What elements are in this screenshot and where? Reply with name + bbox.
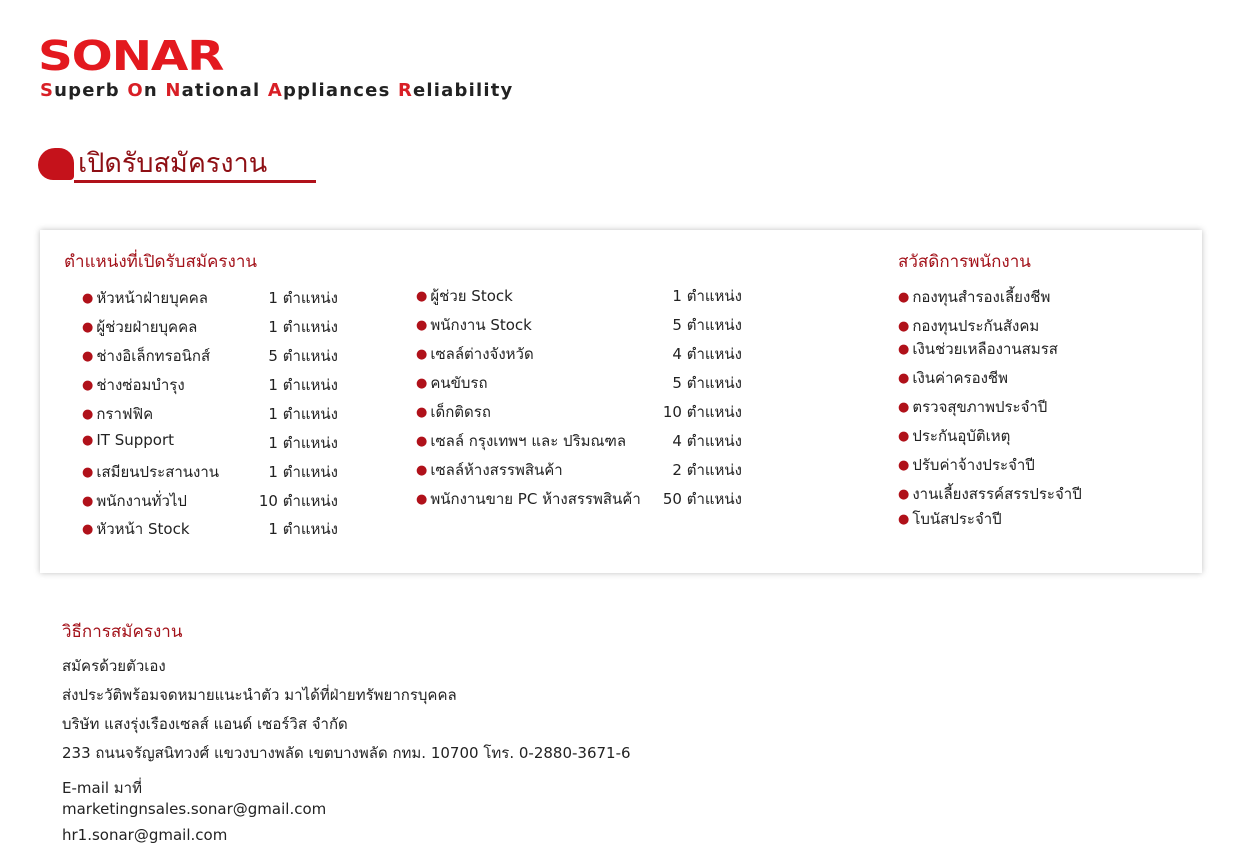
email-link-hr[interactable]: hr1.sonar@gmail.com (62, 826, 228, 844)
apply-line: สมัครด้วยตัวเอง (62, 657, 166, 675)
bullet-icon: ● (82, 349, 94, 364)
bullet-icon: ● (416, 492, 428, 507)
bullet-icon: ● (898, 290, 910, 305)
bullet-icon: ● (416, 318, 428, 333)
tagline-word: Superb (40, 80, 120, 101)
bullet-icon: ● (898, 342, 910, 357)
tagline-word: Reliability (397, 80, 514, 101)
list-item: ● โบนัสประจำปี (898, 510, 1002, 528)
tagline-word: Appliances (267, 80, 391, 101)
sonar-logo[interactable] (38, 32, 224, 80)
bullet-icon: ● (898, 512, 910, 527)
how-to-apply-title: วิธีการสมัครงาน (62, 622, 183, 642)
page-heading (38, 146, 316, 184)
bullet-icon: ● (416, 405, 428, 420)
brand-tagline (40, 80, 513, 101)
bullet-icon: ● (82, 320, 94, 335)
bullet-icon: ● (82, 522, 94, 537)
bullet-icon: ● (416, 463, 428, 478)
tagline-word: On (127, 80, 158, 101)
list-item: ● ประกันอุบัติเหตุ (898, 427, 1011, 445)
list-item: ● กองทุนสำรองเลี้ยงชีพ (898, 288, 1051, 306)
heading-underline (74, 180, 316, 183)
heading-blob-icon (38, 148, 74, 180)
list-item: ● งานเลี้ยงสรรค์สรรประจำปี (898, 485, 1082, 503)
jobs-panel: ตำแหน่งที่เปิดรับสมัครงาน ● หัวหน้าฝ่ายบุคคล 1 ตำแหน่ง ● ผู้ช่วยฝ่ายบุคคล 1 ตำแหน่ง ● ช่างอิเล็กทรอนิกส์ 5 ตำแหน่ง ● ช่างซ่อมบำรุง 1 ตำแหน่ง ● กราฟฟิค 1 ตำแหน่ง ● IT Support 1 ตำแหน่ง ● เสมียนประสานงาน 1 ตำแหน่ง ● พนักงานทั่วไป 10 ตำแหน่ง ● หัวหน้า Stock 1 ตำแหน่ง ● ผู้ช่วย Stock 1 ตำแหน่ง ● พนักงาน Stock 5 ตำแหน่ง ● เซลล์ต่างจังหวัด 4 ตำแหน่ง ● คนขับรถ 5 ตำแหน่ง ● เด็กติดรถ 10 ตำแหน่ง ● เซลล์ กรุงเทพฯ และ ปริมณฑล 4 ตำแหน่ง ● เซลล์ห้างสรรพสินค้า 2 ตำแหน่ง ● พนักงานขาย PC ห้างสรรพสินค้า 50 ตำแหน่ง สวัสดิการพนักงาน ● กองทุนสำรองเลี้ยงชีพ ● กองทุนประกันสังคม ● เงินช่วยเหลืองานสมรส ● เงินค่าครองชีพ ● ตรวจสุขภาพประจำปี ● ประกันอุบัติเหตุ ● ปรับค่าจ้างประจำปี ● งานเลี้ยงสรรค์สรรประจำปี ● โบนัสประจำปี (40, 230, 1202, 573)
bullet-icon: ● (898, 458, 910, 473)
bullet-icon: ● (898, 400, 910, 415)
list-item: ● ตรวจสุขภาพประจำปี (898, 398, 1048, 416)
positions-title: ตำแหน่งที่เปิดรับสมัครงาน (64, 252, 257, 272)
bullet-icon: ● (82, 407, 94, 422)
bullet-icon: ● (898, 319, 910, 334)
bullet-icon: ● (416, 434, 428, 449)
list-item: ● กองทุนประกันสังคม (898, 317, 1040, 335)
email-label: E-mail มาที่ (62, 779, 142, 797)
bullet-icon: ● (82, 378, 94, 393)
page-title: เปิดรับสมัครงาน (78, 148, 268, 179)
email-link-marketing[interactable]: marketingnsales.sonar@gmail.com (62, 800, 327, 818)
bullet-icon: ● (82, 291, 94, 306)
apply-line: บริษัท แสงรุ่งเรืองเซลส์ แอนด์ เซอร์วิส จำกัด (62, 715, 348, 733)
list-item: ● เงินช่วยเหลืองานสมรส (898, 340, 1058, 358)
bullet-icon: ● (82, 433, 94, 448)
address-line: 233 ถนนจรัญสนิทวงศ์ แขวงบางพลัด เขตบางพลัด กทม. 10700 โทร. 0-2880-3671-6 (62, 744, 631, 762)
welfare-title: สวัสดิการพนักงาน (898, 252, 1031, 272)
tagline-word: National (165, 80, 261, 101)
list-item: ● ปรับค่าจ้างประจำปี (898, 456, 1035, 474)
apply-line: ส่งประวัติพร้อมจดหมายแนะนำตัว มาได้ที่ฝ่ายทรัพยากรบุคคล (62, 686, 457, 704)
logo-text: SONAR (38, 32, 224, 80)
bullet-icon: ● (82, 494, 94, 509)
bullet-icon: ● (898, 487, 910, 502)
list-item: ● เงินค่าครองชีพ (898, 369, 1008, 387)
bullet-icon: ● (898, 429, 910, 444)
bullet-icon: ● (416, 376, 428, 391)
bullet-icon: ● (416, 289, 428, 304)
bullet-icon: ● (82, 465, 94, 480)
bullet-icon: ● (898, 371, 910, 386)
bullet-icon: ● (416, 347, 428, 362)
